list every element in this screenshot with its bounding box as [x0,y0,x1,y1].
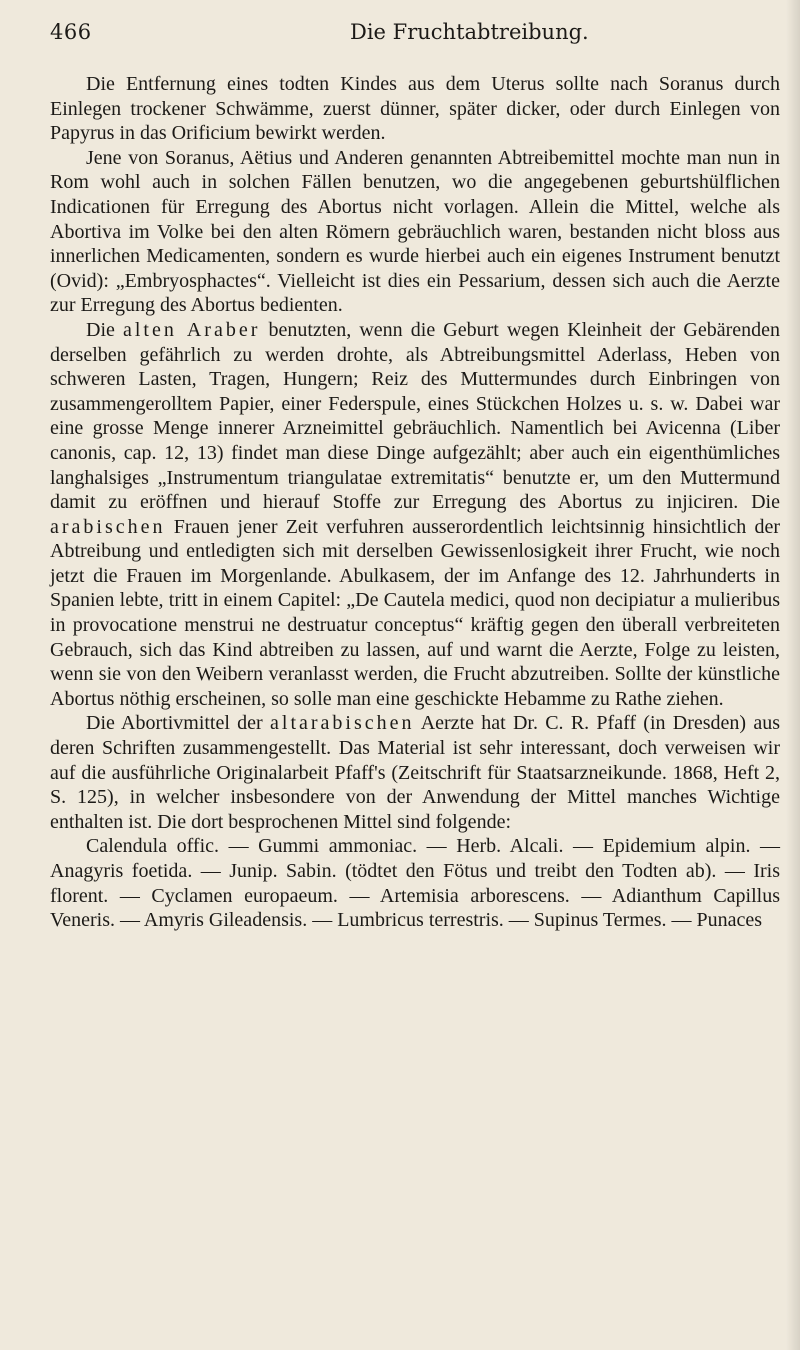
page-number: 466 [50,20,92,44]
paragraph-3-spaced-term: alten Araber [123,318,261,341]
paragraph-3-text: benutzten, wenn die Geburt wegen Kleinheit der Gebärenden derselben gefährlich zu werden drohte, als Abtreibungsmittel Aderlass, Heben von schweren Lasten, Tragen, Hungern; Reiz des Muttermundes durch Einbringen von zusammengerolltem Papier, einer Federspule, eines Stückchen Holzes u. s. w. Dabei war eine grosse Menge innerer Arzneimittel gebräuchlich. Namentlich bei Avicenna (Liber canonis, cap. 12, 13) findet man diese Dinge aufgezählt; aber auch ein eigenthümliches langhalsiges „Instrumentum triangulatae extremitatis“ benutzte er, um den Muttermund damit zu eröffnen und hierauf Stoffe zur Erregung des Abortus zu injiciren. Die [50,318,781,514]
paragraph-1-text: Die Entfernung eines todten Kindes aus dem Uterus sollte nach Soranus durch Einlegen trockener Schwämme, zuerst dünner, später dicker, oder durch Einlegen von Papyrus in das Orificium bewirkt werden. [50,73,780,145]
paragraph-5-text: Calendula offic. — Gummi ammoniac. — Herb. Alcali. — Epidemium alpin. — Anagyris foetida. — Junip. Sabin. (tödtet den Fötus und treibt den Todten ab). — Iris florent. — Cyclamen europaeum. — Artemisia arborescens. — Adianthum Capillus Veneris. — Amyris Gileadensis. — Lumbricus terrestris. — Supinus Termes. — Punaces [50,835,780,932]
paragraph-4-lead: Die Abortivmittel der [86,712,263,735]
body-text [50,72,780,933]
running-title: Die Fruchtabtreibung. [350,20,589,44]
paragraph-3 [50,318,780,712]
paragraph-3-lead: Die [86,318,115,341]
paragraph-4-spaced-term: altarabischen [270,712,415,735]
paragraph-2 [50,146,780,318]
paragraph-1 [50,72,780,146]
page-header [50,20,780,60]
paragraph-5-remedy-list [50,834,780,932]
paragraph-3-spaced-term-2: arabischen [50,515,166,538]
paragraph-4-text: Aerzte hat Dr. C. R. Pfaff (in Dresden) aus deren Schriften zusammengestellt. Das Material ist sehr interessant, doch verweisen wir auf die ausführliche Originalarbeit Pfaff's (Zeitschrift für Staatsarzneikunde. 1868, Heft 2, S. 125), in welcher insbesondere von der Anwendung der Mittel manches Wichtige enthalten ist. Die dort besprochenen Mittel sind folgende: [50,712,781,833]
paragraph-4 [50,711,780,834]
page-edge-shadow [786,0,800,1350]
paragraph-3-text-2: Frauen jener Zeit verfuhren ausserordentlich leichtsinnig hinsichtlich der Abtreibung und entledigten sich mit derselben Gewissenlosigkeit ihrer Frucht, wie noch jetzt die Frauen im Morgenlande. Abulkasem, der im Anfange des 12. Jahrhunderts in Spanien lebte, tritt in einem Capitel: „De Cautela medici, quod non decipiatur a mulieribus in provocatione menstrui ne destruatur conceptus“ kräftig gegen den überall verbreiteten Gebrauch, sich das Kind abtreiben zu lassen, auf und warnt die Aerzte, Folge zu leisten, wenn sie von den Weibern veranlasst werden, die Frucht abzutreiben. Sollte der künstliche Abortus nöthig erscheinen, so solle man eine geschickte Hebamme zu Rathe ziehen. [50,515,780,710]
paragraph-2-text: Jene von Soranus, Aëtius und Anderen genannten Abtreibemittel mochte man nun in Rom wohl auch in solchen Fällen benutzen, wo die angegebenen geburtshülflichen Indicationen für Erregung des Abortus nicht vorlagen. Allein die Mittel, welche als Abortiva im Volke bei den alten Römern gebräuchlich waren, bestanden nicht bloss aus innerlichen Medicamenten, sondern es wurde hierbei auch ein eigenes Instrument benutzt (Ovid): „Embryosphactes“. Vielleicht ist dies ein Pessarium, dessen sich auch die Aerzte zur Erregung des Abortus bedienten. [50,146,780,317]
